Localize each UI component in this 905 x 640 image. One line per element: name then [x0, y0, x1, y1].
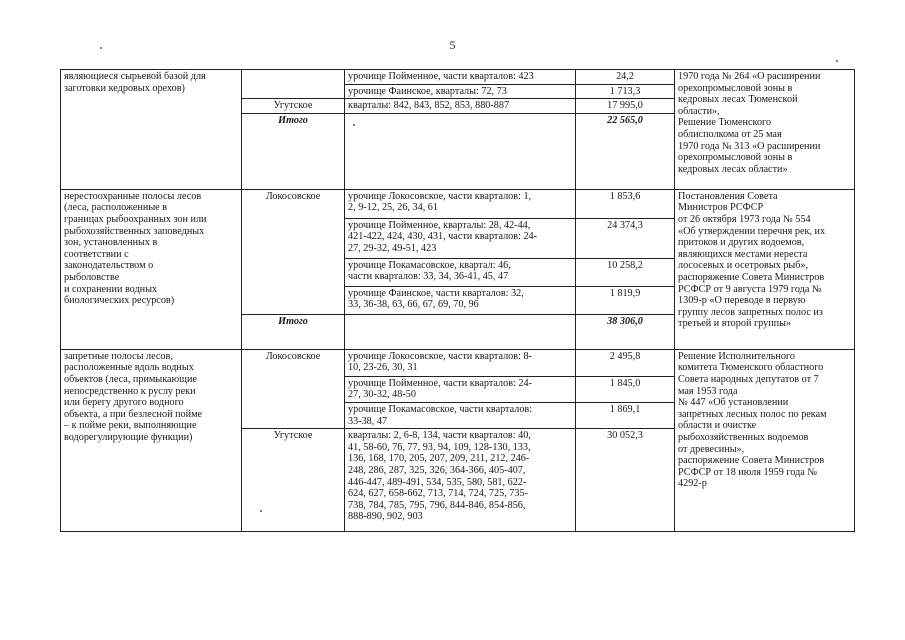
basis-cell: 1970 года № 264 «О расширении орехопромысловой зоны в кедровых лесах Тюменской области», Решение Тюменского облисполкома от 25 мая 1970 года № 313 «О расширении орехопромысловой зоны в кедровых лесах области»	[675, 70, 855, 190]
location-cell: урочище Локосовское, части кварталов: 1, 2, 9-12, 25, 26, 34, 61	[345, 189, 576, 218]
scan-speck	[260, 510, 262, 512]
location-cell: кварталы: 842, 843, 852, 853, 880-887	[345, 99, 576, 114]
table-row	[61, 349, 855, 376]
area-cell: Локосовское	[242, 189, 345, 314]
table-row	[61, 189, 855, 218]
area-value-cell: 17 995,0	[576, 99, 675, 114]
table-row	[61, 70, 855, 85]
location-cell: урочище Пойменное, кварталы: 28, 42-44, 421-422, 424, 430, 431, части кварталов: 24- 27, 29-32, 49-51, 423	[345, 218, 576, 258]
total-label: Итого	[242, 113, 345, 189]
total-label: Итого	[242, 314, 345, 349]
location-cell: урочище Локосовское, части кварталов: 8- 10, 23-26, 30, 31	[345, 349, 576, 376]
location-cell: кварталы: 2, 6-8, 134, части кварталов: 40, 41, 58-60, 76, 77, 93, 94, 109, 128-130, 133, 136, 168, 170, 205, 207, 209, 211, 212, 246- 248, 286, 287, 325, 326, 364-366, 405-407, 446-447, 489-491, 534, 535, 580, 581, 622- 624, 627, 658-662, 713, 714, 724, 725, 735- 738, 784, 785, 795, 796, 844-846, 854-856, 888-890, 902, 903	[345, 429, 576, 532]
area-value-cell: 10 258,2	[576, 258, 675, 286]
basis-cell: Решение Исполнительного комитета Тюменского областного Совета народных депутатов от 7 мая 1953 года № 447 «Об установлении запретных лесных полос по рекам области и очистке рыбохозяйственных водоемов от древесины», распоряжение Совета Министров РСФСР от 18 июля 1959 года № 4292-р	[675, 349, 855, 531]
location-cell: урочище Фаинское, кварталы: 72, 73	[345, 84, 576, 99]
area-value-cell: 1 845,0	[576, 376, 675, 402]
scan-speck	[353, 124, 355, 126]
area-value-cell: 30 052,3	[576, 429, 675, 532]
area-value-cell: 1 819,9	[576, 286, 675, 314]
location-cell: урочище Пойменное, части кварталов: 423	[345, 70, 576, 85]
area-value-cell: 1 869,1	[576, 402, 675, 428]
area-value-cell: 1 713,3	[576, 84, 675, 99]
location-cell: урочище Фаинское, части кварталов: 32, 33, 36-38, 63, 66, 67, 69, 70, 96	[345, 286, 576, 314]
area-cell: Локосовское	[242, 349, 345, 428]
location-cell: урочище Покамасовское, части кварталов: 33-38, 47	[345, 402, 576, 428]
forest-category-table	[60, 69, 855, 532]
basis-cell: Постановления Совета Министров РСФСР от 26 октября 1973 года № 554 «Об утверждении перечня рек, их притоков и других водоемов, являющихся местами нереста лососевых и осетровых рыб», распоряжение Совета Министров РСФСР от 9 августа 1979 года № 1309-р «О переводе в первую группу лесов запретных полос из третьей и второй группы»	[675, 189, 855, 349]
scan-speck	[100, 47, 102, 49]
total-value: 38 306,0	[576, 314, 675, 349]
category-cell: являющиеся сырьевой базой для заготовки кедровых орехов)	[61, 70, 242, 190]
total-value: 22 565,0	[576, 113, 675, 189]
location-cell: урочище Пойменное, части кварталов: 24- 27, 30-32, 48-50	[345, 376, 576, 402]
location-cell	[345, 113, 576, 189]
location-cell	[345, 314, 576, 349]
area-value-cell: 2 495,8	[576, 349, 675, 376]
page-number: 5	[449, 38, 456, 52]
area-cell: Угутское	[242, 429, 345, 532]
scan-speck	[836, 60, 838, 62]
area-value-cell: 24,2	[576, 70, 675, 85]
location-cell: урочище Покамасовское, квартал: 46, части кварталов: 33, 34, 36-41, 45, 47	[345, 258, 576, 286]
area-value-cell: 24 374,3	[576, 218, 675, 258]
area-cell: Угутское	[242, 99, 345, 114]
category-cell: нерестоохранные полосы лесов (леса, расположенные в границах рыбоохранных зон или рыбохозяйственных заповедных зон, установленных в соответствии с законодательством о рыболовстве и сохранении водных биологических ресурсов)	[61, 189, 242, 349]
area-cell	[242, 70, 345, 99]
area-value-cell: 1 853,6	[576, 189, 675, 218]
category-cell: запретные полосы лесов, расположенные вдоль водных объектов (леса, примыкающие непосредственно к руслу реки или берегу другого водного объекта, а при безлесной пойме – к пойме реки, выполняющие водорегулирующие функции)	[61, 349, 242, 531]
